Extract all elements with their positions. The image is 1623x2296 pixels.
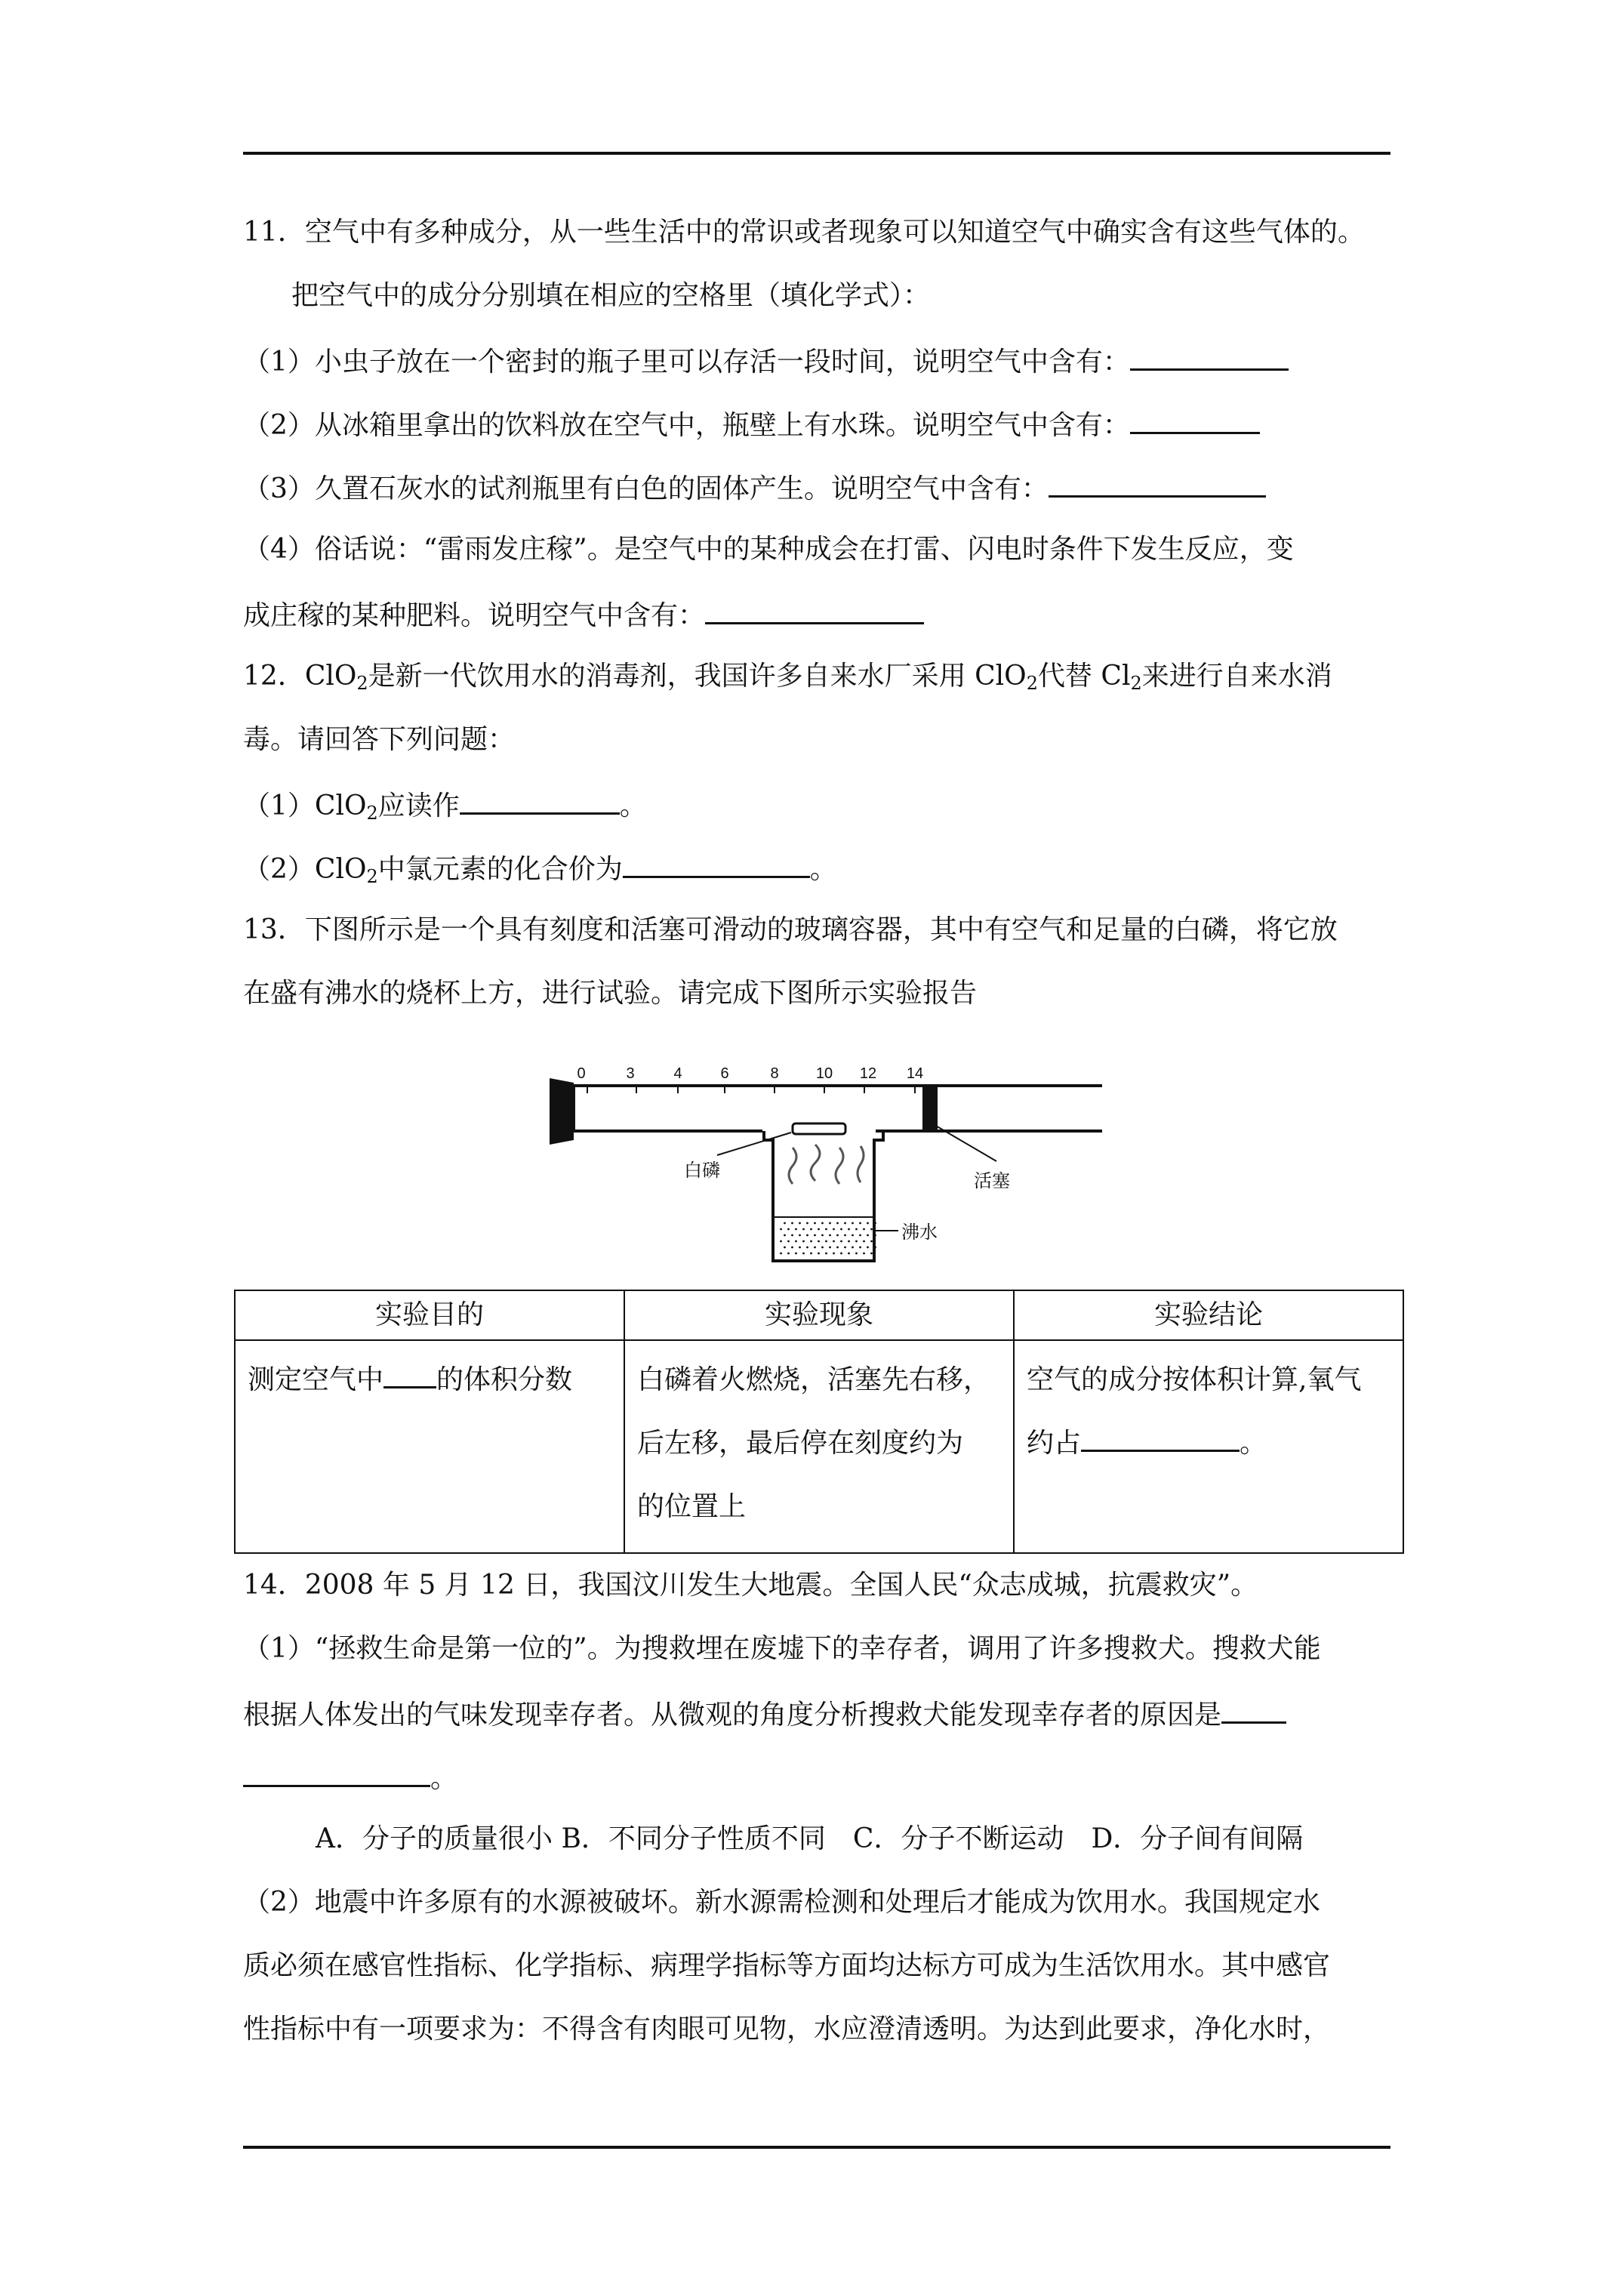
steam xyxy=(789,1145,864,1184)
scale-label: 10 xyxy=(815,1065,833,1082)
q11-item-1: （1）小虫子放在一个密封的瓶子里可以存活一段时间，说明空气中含有： xyxy=(243,341,1289,381)
table-header-purpose: 实验目的 xyxy=(235,1290,624,1340)
q11-answer-blank-1[interactable] xyxy=(1130,341,1289,371)
table-header-phenomenon: 实验现象 xyxy=(624,1290,1014,1340)
q14-part2-line2: 质必须在感官性指标、化学指标、病理学指标等方面均达标方可成为生活饮用水。其中感官 xyxy=(243,1950,1331,1981)
q11-item-2: （2）从冰箱里拿出的饮料放在空气中，瓶壁上有水珠。说明空气中含有： xyxy=(243,405,1260,444)
q12-item-1: （1）ClO$_2$应读作 。 xyxy=(243,785,647,824)
scale-label: 3 xyxy=(626,1065,635,1082)
q14-stem: 14．2008 年 5 月 12 日，我国汶川发生大地震。全国人民“众志成城，抗震救灾”。 xyxy=(243,1570,1258,1601)
q11-number: 11 xyxy=(243,217,278,248)
q14-part1-line3: 。 xyxy=(243,1758,457,1797)
table-row xyxy=(235,1340,1403,1553)
q13-stem-line2: 在盛有沸水的烧杯上方，进行试验。请完成下图所示实验报告 xyxy=(243,978,978,1009)
q14-answer-blank-start[interactable] xyxy=(1221,1694,1286,1724)
label-white-phosphorus: 白磷 xyxy=(684,1160,720,1181)
experiment-apparatus-diagram xyxy=(544,1057,1102,1268)
table-header-row xyxy=(235,1290,1403,1340)
scale-label: 8 xyxy=(770,1065,779,1082)
scale-label: 6 xyxy=(720,1065,729,1082)
table-cell-phenomenon: 白磷着火燃烧，活塞先右移， 后左移，最后停在刻度约为 的位置上 xyxy=(624,1340,1014,1553)
scale-label: 14 xyxy=(906,1065,924,1082)
q11-item-4-cont: 成庄稼的某种肥料。说明空气中含有： xyxy=(243,595,924,634)
q11-item-3: （3）久置石灰水的试剂瓶里有白色的固体产生。说明空气中含有： xyxy=(243,468,1266,507)
q11-instruction: 把空气中的成分分别填在相应的空格里（填化学式）： xyxy=(291,280,931,311)
q12-stem: 12．ClO$_2$是新一代饮用水的消毒剂，我国许多自来水厂采用 ClO$_2$代替 $Cl_2$来进行自来水消 xyxy=(243,661,1332,694)
q14-number: 14 xyxy=(243,1570,278,1601)
q14-part2-line1: （2）地震中许多原有的水源被破坏。新水源需检测和处理后才能成为饮用水。我国规定水 xyxy=(243,1887,1320,1918)
scale-label: 4 xyxy=(673,1065,682,1082)
piston xyxy=(922,1087,938,1131)
q13-purpose-blank[interactable] xyxy=(383,1359,436,1388)
table-header-conclusion: 实验结论 xyxy=(1014,1290,1403,1340)
q11-answer-blank-4[interactable] xyxy=(705,595,924,624)
scale-label: 0 xyxy=(577,1065,586,1082)
q14-answer-blank[interactable] xyxy=(243,1758,430,1787)
bottom-rule xyxy=(243,2146,1390,2149)
scale-label: 12 xyxy=(859,1065,877,1082)
q12-answer-blank-1[interactable] xyxy=(460,785,620,815)
q13-stem: 13．下图所示是一个具有刻度和活塞可滑动的玻璃容器，其中有空气和足量的白磷，将它放 xyxy=(243,914,1338,945)
table-cell-conclusion: 空气的成分按体积计算,氧气 约占 。 xyxy=(1014,1340,1403,1553)
q11-answer-blank-3[interactable] xyxy=(1049,468,1266,498)
q13-number: 13 xyxy=(243,914,278,945)
white-phosphorus xyxy=(793,1123,845,1134)
boiling-water xyxy=(775,1217,876,1254)
q12-stem-line2: 毒。请回答下列问题： xyxy=(243,724,516,755)
q11-answer-blank-2[interactable] xyxy=(1130,405,1260,434)
label-boiling-water: 沸水 xyxy=(901,1222,938,1243)
q14-options: A．分子的质量很小 B．不同分子性质不同 C．分子不断运动 D．分子间有间隔 xyxy=(316,1823,1304,1854)
table-cell-purpose: 测定空气中 的体积分数 xyxy=(235,1340,624,1553)
q12-answer-blank-2[interactable] xyxy=(623,849,810,878)
experiment-report-table xyxy=(234,1290,1404,1554)
tube-stopper xyxy=(550,1078,574,1145)
q13-conclusion-blank[interactable] xyxy=(1081,1422,1240,1452)
q14-part1-line2: 根据人体发出的气味发现幸存者。从微观的角度分析搜救犬能发现幸存者的原因是 xyxy=(243,1694,1286,1734)
label-piston: 活塞 xyxy=(974,1170,1010,1191)
top-rule xyxy=(243,152,1390,155)
q11-item-4: （4）俗话说：“雷雨发庄稼”。是空气中的某种成会在打雷、闪电时条件下发生反应，变 xyxy=(243,534,1294,565)
q11-stem: 11．空气中有多种成分，从一些生活中的常识或者现象可以知道空气中确实含有这些气体的。 xyxy=(243,217,1365,248)
q12-item-2: （2）ClO$_2$中氯元素的化合价为 。 xyxy=(243,849,837,888)
q12-number: 12 xyxy=(243,661,278,692)
q14-part2-line3: 性指标中有一项要求为：不得含有肉眼可见物，水应澄清透明。为达到此要求，净化水时， xyxy=(243,2014,1331,2045)
q14-part1-line1: （1）“拯救生命是第一位的”。为搜救埋在废墟下的幸存者，调用了许多搜救犬。搜救犬能 xyxy=(243,1633,1321,1664)
